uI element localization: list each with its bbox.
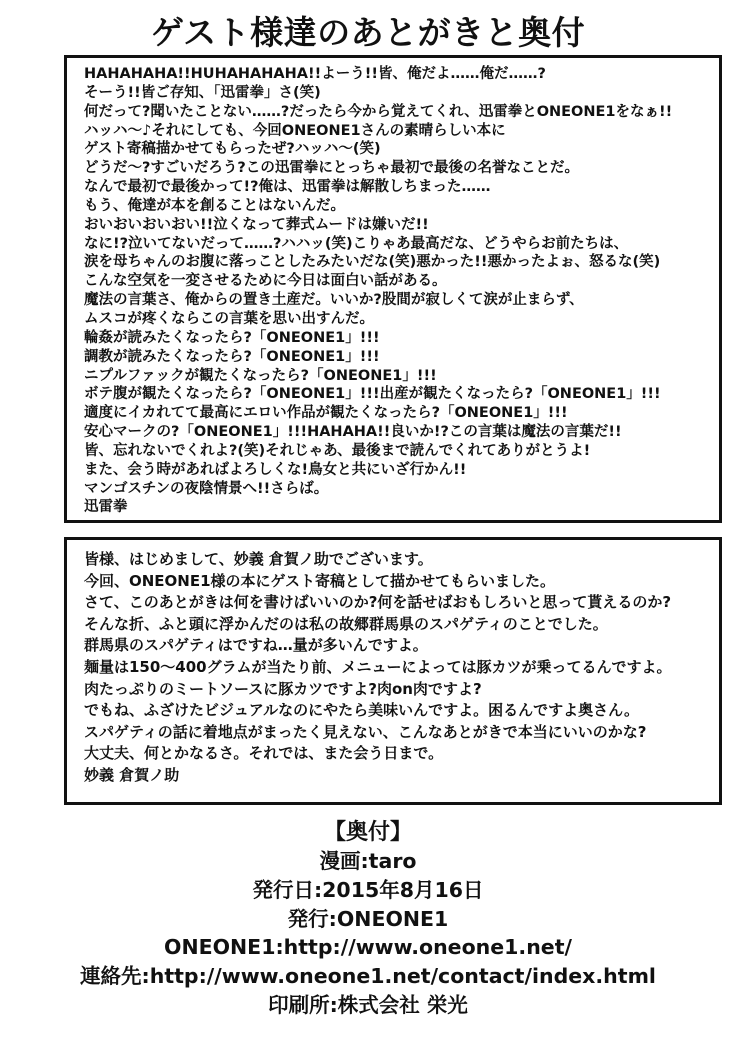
afterword-line: ニプルファックが観たくなったら?「ONEONE1」!!!	[84, 367, 437, 384]
colophon-website-url: ONEONE1:http://www.oneone1.net/	[164, 935, 572, 960]
afterword-line: 皆、忘れないでくれよ?(笑)それじゃあ、最後まで読んでくれてありがとうよ!	[84, 442, 591, 459]
afterword-line: 涙を母ちゃんのお腹に落っことしたみたいだな(笑)悪かった!!悪かったよぉ、怒るな(笑)	[84, 254, 661, 271]
colophon-publish-date: 発行日:2015年8月16日	[252, 877, 484, 902]
colophon	[0, 818, 736, 1020]
afterword-line: どうだ〜?すごいだろう?この迅雷拳にとっちゃ最初で最後の名誉なことだ。	[84, 160, 580, 177]
afterword-line: おいおいおいおい!!泣くなって葬式ムードは嫌いだ!!	[84, 216, 429, 233]
afterword-line: こんな空気を一変させるために今日は面白い話がある。	[84, 273, 447, 290]
jinraiken-afterword-box	[64, 55, 722, 523]
afterword-line: ボテ腹が観たくなったら?「ONEONE1」!!!出産が観たくなったら?「ONEONE1」!!!	[84, 386, 661, 403]
afterword-line: ハッハ〜♪それにしても、今回ONEONE1さんの素晴らしい本に	[84, 122, 506, 139]
afterword-line: 魔法の言葉さ、俺からの置き土産だ。いいか?股間が寂しくて涙が止まらず、	[84, 292, 584, 309]
afterword-line: 安心マークの?「ONEONE1」!!!HAHAHA!!良いか!?この言葉は魔法の言葉だ!!	[84, 424, 622, 441]
afterword-line: そーう!!皆ご存知、「迅雷拳」さ(笑)	[84, 84, 321, 101]
afterword-line: 適度にイカれてて最高にエロい作品が観たくなったら?「ONEONE1」!!!	[84, 405, 568, 422]
afterword-line: HAHAHAHA!!HUHAHAHAHA!!よーう!!皆、俺だよ……俺だ……?	[84, 66, 546, 82]
afterword-line: もう、俺達が本を創ることはないんだ。	[84, 197, 345, 214]
afterword-line: ムスコが疼くならこの言葉を思い出すんだ。	[84, 310, 374, 327]
afterword-line: マンゴスチンの夜陰情景へ!!さらば。	[84, 480, 329, 497]
colophon-heading: 【奥付】	[323, 820, 412, 845]
afterword-line: 何だって?聞いたことない……?だったら今から覚えてくれ、迅雷拳とONEONE1をなぁ!!	[84, 103, 673, 120]
colophon-publisher: 発行:ONEONE1	[287, 906, 449, 931]
afterword-line: 肉たっぷりのミートソースに豚カツですよ?肉on肉ですよ?	[84, 679, 482, 698]
colophon-manga-credit: 漫画:taro	[319, 849, 417, 873]
afterword-line: 調教が読みたくなったら?「ONEONE1」!!!	[84, 348, 380, 365]
page-title: ゲスト様達のあとがきと奥付	[150, 13, 586, 52]
afterword-line: スパゲティの話に着地点がまったく見えない、こんなあとがきで本当にいいのかな?	[84, 722, 647, 741]
afterword-line: 皆様、はじめまして、妙義 倉賀ノ助でございます。	[84, 550, 433, 568]
colophon-printer: 印刷所:株式会社 栄光	[268, 992, 468, 1017]
afterword-line: さて、このあとがきは何を書けばいいのか?何を話せばおもしろいと思って貰えるのか?	[84, 593, 672, 612]
afterword-line: そんな折、ふと頭に浮かんだのは私の故郷群馬県のスパゲティのことでした。	[84, 614, 608, 633]
afterword-signature-myougi: 妙義 倉賀ノ助	[84, 765, 180, 784]
colophon-contact-url: 連絡先:http://www.oneone1.net/contact/index.html	[80, 964, 656, 989]
afterword-line: なに!?泣いてないだって……?ハハッ(笑)こりゃあ最高だな、どうやらお前たちは、	[84, 235, 629, 252]
afterword-line: なんで最初で最後かって!?俺は、迅雷拳は解散しちまった……	[84, 179, 491, 196]
afterword-line: でもね、ふざけたビジュアルなのにやたら美味いんですよ。困るんですよ奥さん。	[84, 701, 640, 720]
afterword-line: 大丈夫、何とかなるさ。それでは、また会う日まで。	[84, 744, 444, 763]
afterword-line: 今回、ONEONE1様の本にゲスト寄稿として描かせてもらいました。	[84, 571, 555, 590]
afterword-line: 輪姦が読みたくなったら?「ONEONE1」!!!	[84, 329, 380, 346]
myougi-afterword-box	[64, 537, 722, 805]
afterword-line: 群馬県のスパゲティはですね…量が多いんですよ。	[84, 636, 428, 655]
afterword-line: また、会う時があればよろしくな!鳥女と共にいざ行かん!!	[84, 461, 467, 478]
afterword-signature-jinraiken: 迅雷拳	[84, 499, 128, 516]
afterword-line: ゲスト寄稿描かせてもらったぜ?ハッハ〜(笑)	[84, 141, 381, 158]
afterword-line: 麺量は150〜400グラムが当たり前、メニューによっては豚カツが乗ってるんですよ。	[84, 657, 672, 676]
